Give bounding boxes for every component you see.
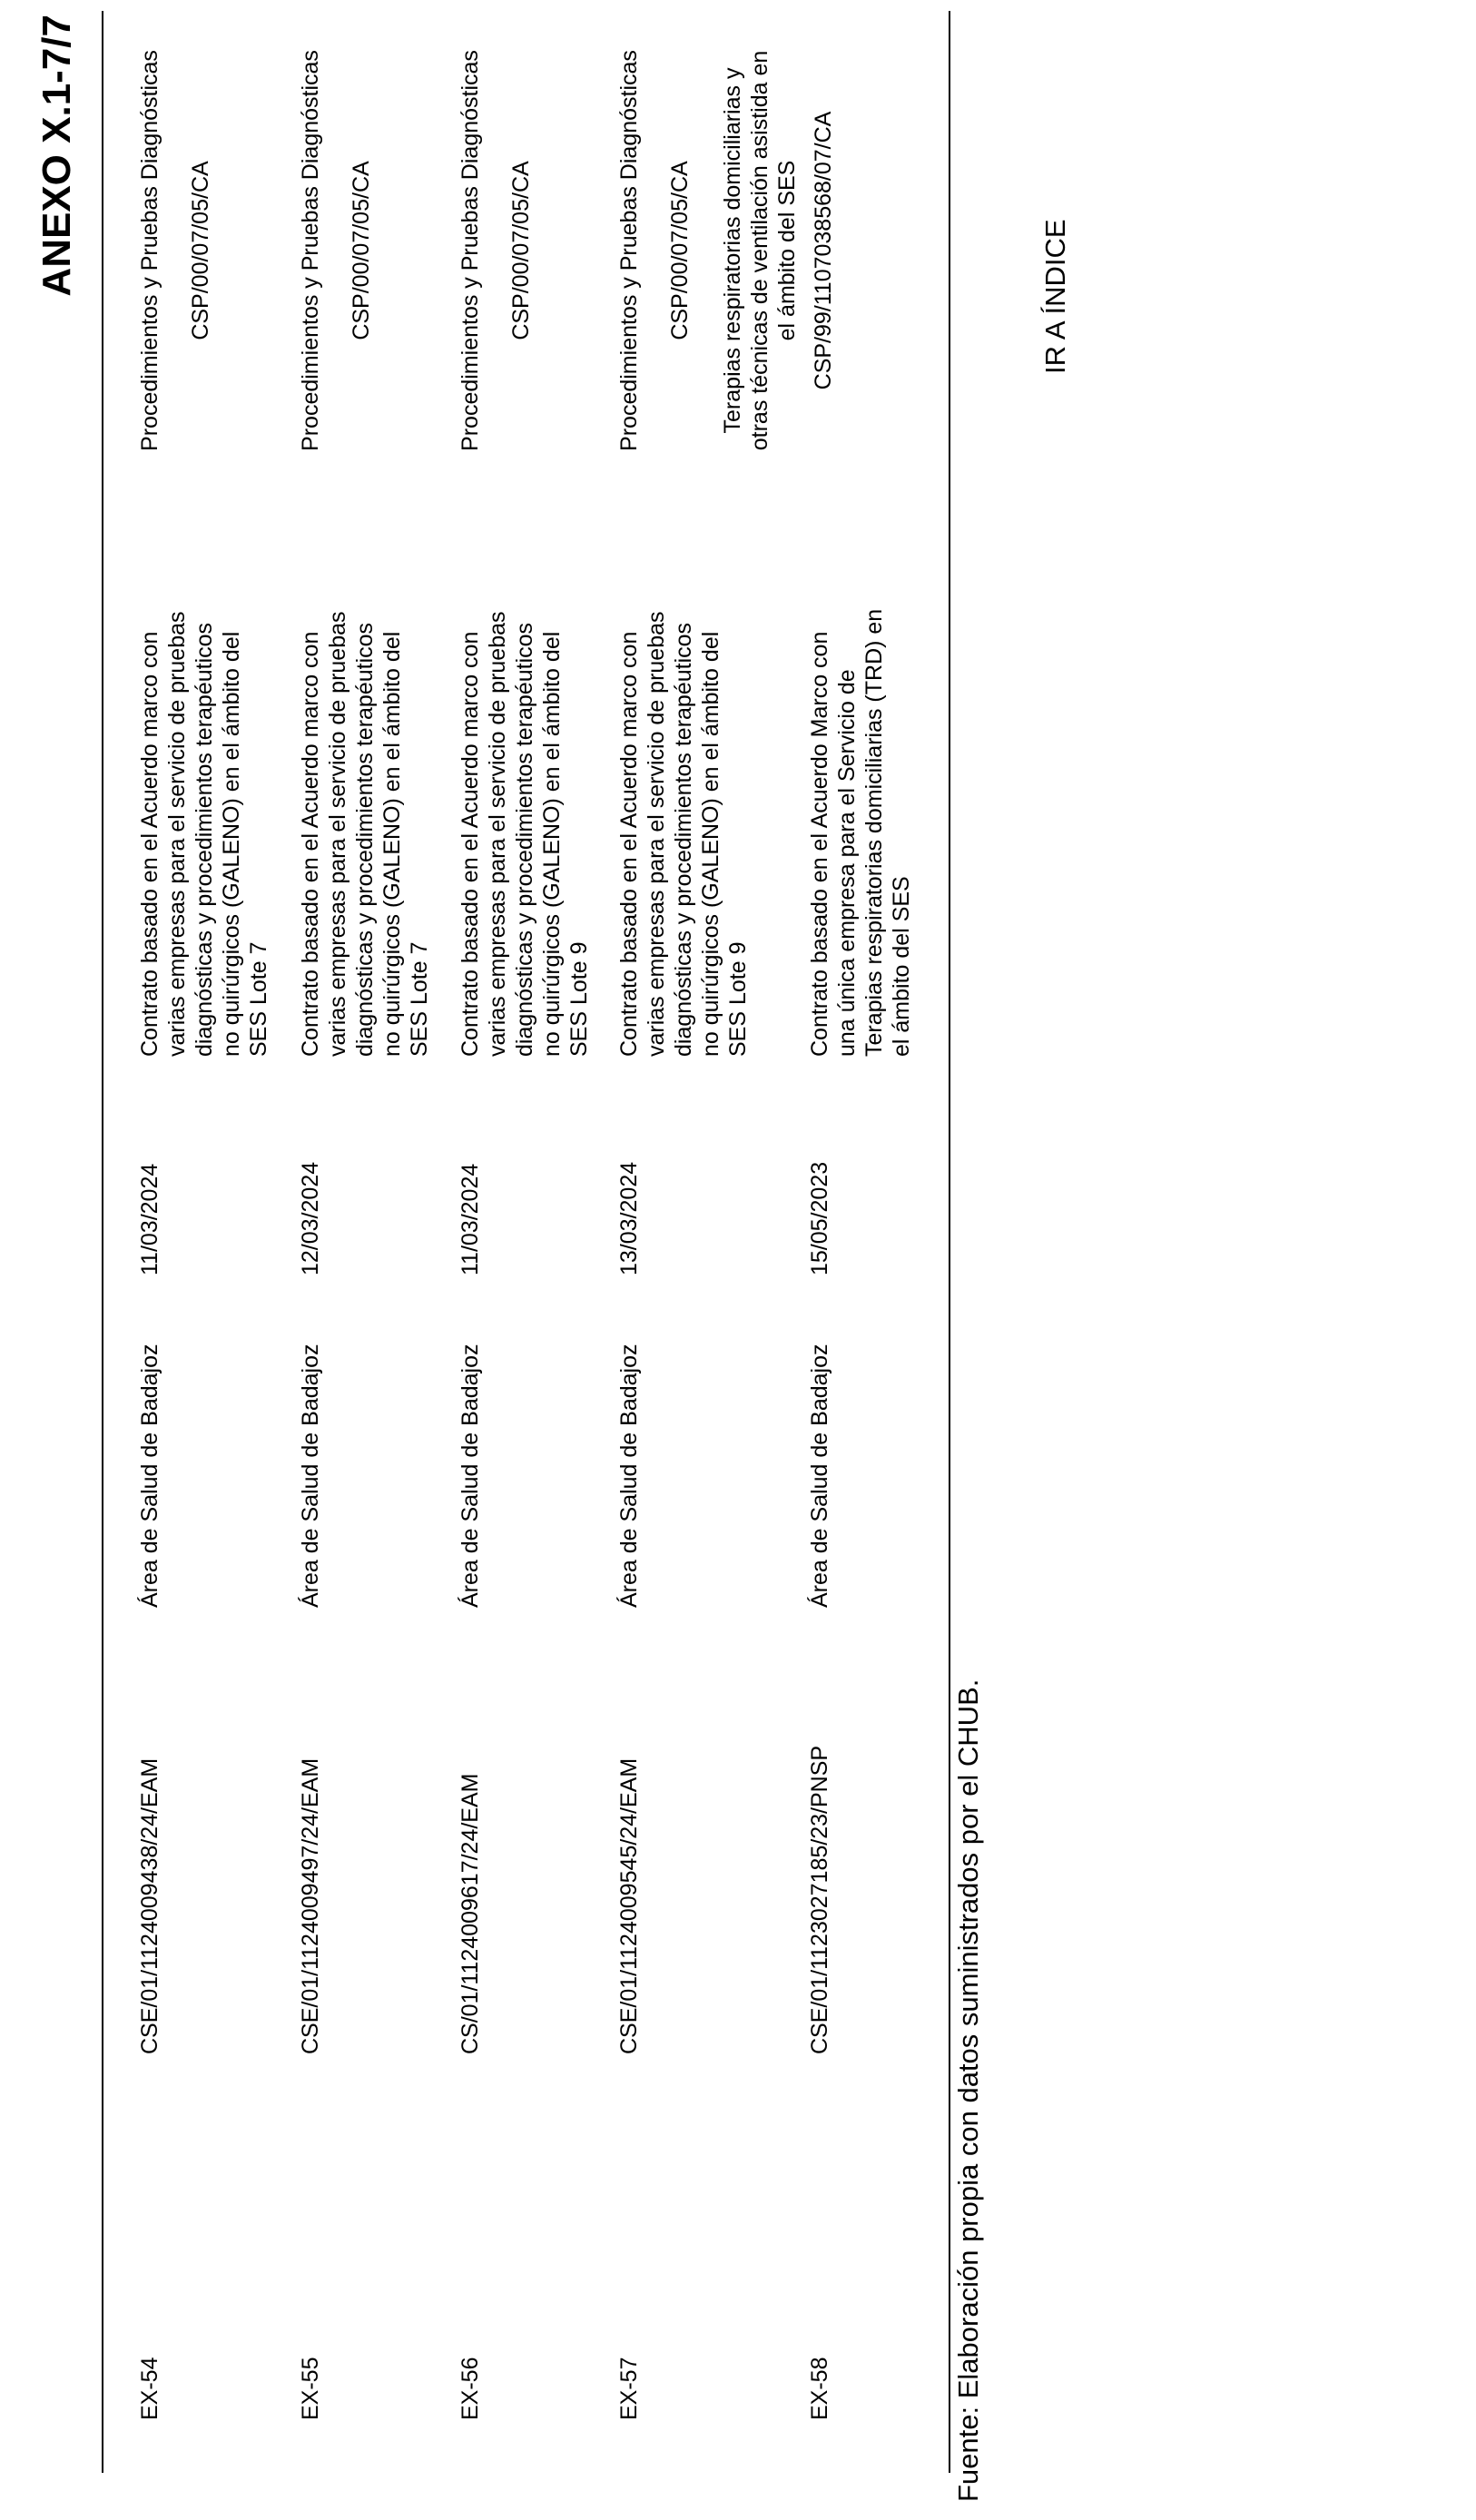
row-expediente: CSE/01/1123027185/23/PNSP <box>807 1745 832 2054</box>
agreement-code: CSP/00/07/05/CA <box>349 161 374 340</box>
table-top-rule <box>102 11 103 2473</box>
agreement-code: CSP/00/07/05/CA <box>188 161 213 340</box>
agreement-name: Procedimientos y Pruebas Diagnósticas <box>137 50 162 451</box>
row-description: Contrato basado en el Acuerdo marco con varias empresas para el servicio de pruebas diagnósticas y procedimientos terapéuticos no quirúrgicos (GALENO) en el ámbito del SES Lote 9 <box>458 611 592 1057</box>
row-framework-agreement <box>297 42 375 459</box>
table-row <box>136 0 290 2520</box>
row-area: Área de Salud de Badajoz <box>616 1344 642 1608</box>
row-area: Área de Salud de Badajoz <box>137 1344 162 1608</box>
table-row <box>720 0 935 2520</box>
agreement-name: Procedimientos y Pruebas Diagnósticas <box>298 50 323 451</box>
row-expediente: CS/01/1124009617/24/EAM <box>458 1773 483 2054</box>
row-description: Contrato basado en el Acuerdo marco con varias empresas para el servicio de pruebas diagnósticas y procedimientos terapéuticos no quirúrgicos (GALENO) en el ámbito del SES Lote 9 <box>616 611 751 1057</box>
row-description: Contrato basado en el Acuerdo Marco con una única empresa para el Servicio de Terapias respiratorias domiciliarias (TRD) en el ámbito del SES <box>807 608 914 1057</box>
agreement-name: Terapias respiratorias domiciliarias y otras técnicas de ventilación asistida en el ámbito del SES <box>720 50 800 451</box>
row-expediente: CSE/01/1124009438/24/EAM <box>137 1757 162 2054</box>
row-date: 12/03/2024 <box>298 1161 323 1275</box>
row-area: Área de Salud de Badajoz <box>298 1344 323 1608</box>
table-row <box>457 0 611 2520</box>
row-id: EX-58 <box>807 2357 832 2420</box>
row-description: Contrato basado en el Acuerdo marco con varias empresas para el servicio de pruebas diagnósticas y procedimientos terapéuticos no quirúrgicos (GALENO) en el ámbito del SES Lote 7 <box>298 611 432 1057</box>
row-date: 13/03/2024 <box>616 1161 642 1275</box>
row-id: EX-57 <box>616 2357 642 2420</box>
table-bottom-rule <box>949 11 950 2473</box>
row-id: EX-55 <box>298 2357 323 2420</box>
row-expediente: CSE/01/1124009545/24/EAM <box>616 1757 642 2054</box>
row-date: 11/03/2024 <box>137 1163 162 1275</box>
table-row <box>297 0 451 2520</box>
index-link[interactable]: IR A ÍNDICE <box>1039 219 1071 374</box>
row-date: 11/03/2024 <box>458 1163 483 1275</box>
row-framework-agreement <box>136 42 214 459</box>
row-framework-agreement <box>719 42 837 459</box>
row-framework-agreement <box>615 42 694 459</box>
agreement-code: CSP/00/07/05/CA <box>667 161 693 340</box>
row-expediente: CSE/01/1124009497/24/EAM <box>298 1757 323 2054</box>
row-area: Área de Salud de Badajoz <box>807 1344 832 1608</box>
agreement-code: CSP/99/1107038568/07/CA <box>811 111 836 390</box>
agreement-code: CSP/00/07/05/CA <box>508 161 534 340</box>
row-framework-agreement <box>457 42 535 459</box>
annex-title: ANEXO X.1-7/7 <box>34 15 79 297</box>
row-id: EX-56 <box>458 2357 483 2420</box>
source-note: Fuente: Elaboración propia con datos suministrados por el CHUB. <box>952 1678 984 2502</box>
agreement-name: Procedimientos y Pruebas Diagnósticas <box>458 50 483 451</box>
row-description: Contrato basado en el Acuerdo marco con varias empresas para el servicio de pruebas diagnósticas y procedimientos terapéuticos no quirúrgicos (GALENO) en el ámbito del SES Lote 7 <box>137 611 271 1057</box>
row-date: 15/05/2023 <box>807 1161 832 1275</box>
agreement-name: Procedimientos y Pruebas Diagnósticas <box>616 50 642 451</box>
row-id: EX-54 <box>137 2357 162 2420</box>
row-area: Área de Salud de Badajoz <box>458 1344 483 1608</box>
